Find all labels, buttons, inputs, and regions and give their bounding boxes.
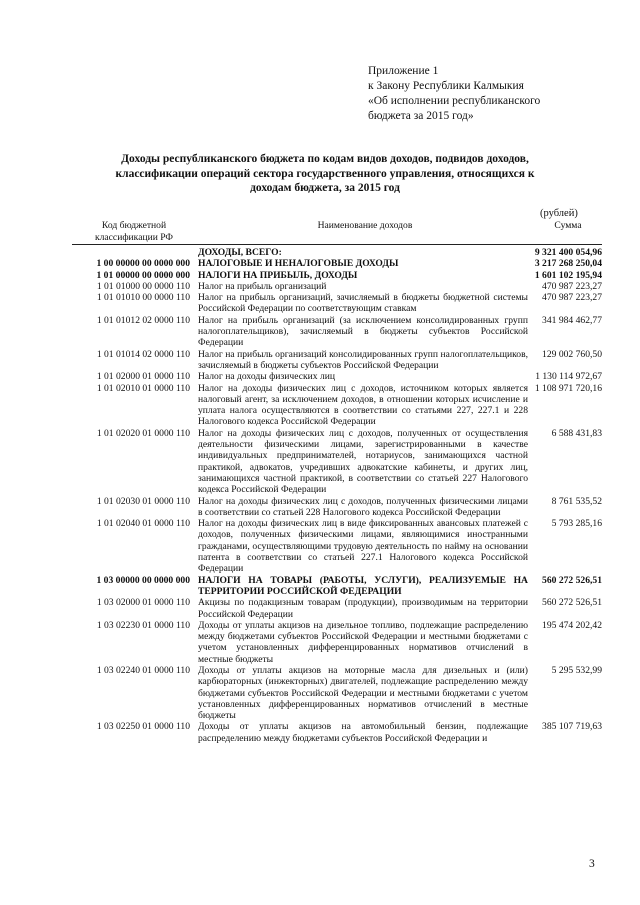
appendix-line: к Закону Республики Калмыкия: [368, 80, 524, 92]
row-name: Налог на доходы физических лиц с доходов, источником которых является налоговый агент, за исключением доходов, в отношении которых исчисление и уплата налога осуществляются в соответствии со статьями 227, 227.1 и 228 Налогового кодекса Российской Федерации: [198, 382, 528, 428]
row-sum: 8 761 535,52: [551, 495, 602, 507]
table-row: [72, 721, 602, 744]
table-row: [72, 428, 602, 496]
row-sum: 470 987 223,27: [542, 280, 602, 292]
table-row: [72, 597, 602, 620]
row-name: Доходы от уплаты акцизов на дизельное топливо, подлежащие распределению между бюджетами субъектов Российской Федерации и местными бюджетами с учетом установленных дифференцированных нормативов отчислений в местные бюджеты: [198, 619, 528, 665]
row-code: [72, 245, 196, 259]
row-name: НАЛОГИ НА ПРИБЫЛЬ, ДОХОДЫ: [198, 269, 358, 281]
page-number: 3: [589, 858, 595, 870]
table-row: [72, 292, 602, 315]
appendix-note: [368, 64, 618, 124]
row-name: НАЛОГИ НА ТОВАРЫ (РАБОТЫ, УСЛУГИ), РЕАЛИЗУЕМЫЕ НА ТЕРРИТОРИИ РОССИЙСКОЙ ФЕДЕРАЦИИ: [198, 574, 528, 597]
row-name: Доходы от уплаты акцизов на автомобильный бензин, подлежащие распределению между бюджетами субъектов Российской Федерации и: [198, 721, 528, 744]
row-code: 1 00 00000 00 0000 000: [96, 258, 190, 270]
table-row: [72, 383, 602, 428]
row-name: Налог на прибыль организаций консолидированных групп налогоплательщиков, зачисляемый в бюджеты субъектов Российской Федерации: [198, 348, 528, 371]
table-row: [72, 245, 602, 259]
row-sum: 341 984 462,77: [542, 314, 602, 326]
row-sum: 560 272 526,51: [542, 597, 602, 609]
row-name: Акцизы по подакцизным товарам (продукции), производимым на территории Российской Федерации: [198, 597, 528, 620]
row-code: 1 01 01012 02 0000 110: [96, 314, 190, 326]
row-sum: 5 793 285,16: [551, 518, 602, 530]
title-line: классификации операций сектора государственного управления, относящихся к: [115, 167, 535, 180]
row-name: Налог на доходы физических лиц с доходов, полученных физическими лицами в соответствии со статьей 228 Налогового кодекса Российской Федерации: [198, 495, 528, 518]
row-code: 1 01 01014 02 0000 110: [96, 348, 190, 360]
row-code: 1 01 02010 01 0000 110: [96, 382, 190, 394]
row-name: Налог на прибыль организаций (за исключением консолидированных групп налогоплательщиков), зачисляемый в бюджеты субъектов Российской Федерации: [198, 314, 528, 349]
table-row: [72, 575, 602, 598]
row-sum: 1 108 971 720,16: [534, 382, 602, 394]
row-code: 1 01 02030 01 0000 110: [96, 495, 190, 507]
row-sum: 1 601 102 195,94: [534, 269, 602, 281]
appendix-line: «Об исполнении республиканского: [368, 95, 541, 107]
row-name: Доходы от уплаты акцизов на моторные масла для дизельных и (или) карбюраторных (инжекторных) двигателей, подлежащие распределению между бюджетами субъектов Российской Федерации и местными бюджетами с учетом установленных дифференцированных нормативов отчислений в местные бюджеты: [198, 664, 528, 722]
row-sum: 5 295 532,99: [551, 664, 602, 676]
row-code: 1 03 02250 01 0000 110: [96, 721, 190, 733]
row-code: 1 03 02230 01 0000 110: [96, 619, 190, 631]
row-name: Налог на доходы физических лиц с доходов, полученных от осуществления деятельности физическими лицами, зарегистрированными в качестве индивидуальных предпринимателей, нотариусов, занимающихся частной практикой, адвокатов, учредивших адвокатские кабинеты, и других лиц, занимающихся частной практикой, в соответствии со статьей 227 Налогового кодекса Российской Федерации: [198, 427, 528, 496]
row-code: 1 01 01000 00 0000 110: [96, 280, 190, 292]
row-sum: 3 217 268 250,04: [534, 258, 602, 270]
table-header-row: [72, 220, 602, 245]
header-code: Код бюджетной классификации РФ: [72, 220, 196, 245]
row-name: Налог на доходы физических лиц: [198, 371, 335, 383]
row-code: 1 01 02040 01 0000 110: [96, 518, 190, 530]
row-sum: 6 588 431,83: [551, 427, 602, 439]
row-sum: 1 130 114 972,67: [535, 371, 602, 383]
row-code: 1 01 02000 01 0000 110: [96, 371, 190, 383]
row-name: Налог на доходы физических лиц в виде фиксированных авансовых платежей с доходов, полученных физическими лицами, являющимися иностранными гражданами, осуществляющими трудовую деятельность по найму на основании патента в соответствии со статьей 227.1 Налогового кодекса Российской Федерации: [198, 518, 528, 575]
appendix-line: Приложение 1: [368, 65, 439, 77]
header-name: Наименование доходов: [196, 220, 534, 245]
row-code: 1 03 02240 01 0000 110: [96, 664, 190, 676]
row-code: 1 03 00000 00 0000 000: [96, 574, 190, 586]
table-row: [72, 665, 602, 721]
header-sum: Сумма: [534, 220, 602, 245]
row-name: Налог на прибыль организаций, зачисляемый в бюджеты бюджетной системы Российской Федерации по соответствующим ставкам: [198, 292, 528, 315]
appendix-line: бюджета за 2015 год»: [368, 110, 474, 122]
row-code: 1 01 01010 00 0000 110: [96, 292, 190, 304]
row-sum: 385 107 719,63: [542, 721, 602, 733]
document-title: [100, 152, 550, 196]
units-label: (рублей): [540, 208, 578, 219]
income-table: [72, 220, 602, 744]
row-code: 1 01 02020 01 0000 110: [96, 427, 190, 439]
title-line: доходам бюджета, за 2015 год: [250, 182, 400, 195]
table-row: [72, 270, 602, 281]
title-line: Доходы республиканского бюджета по кодам видов доходов, подвидов доходов,: [121, 153, 529, 165]
table-row: [72, 496, 602, 519]
table-row: [72, 371, 602, 382]
table-row: [72, 281, 602, 292]
row-sum: 195 474 202,42: [542, 619, 602, 631]
row-code: 1 03 02000 01 0000 110: [96, 597, 190, 609]
row-sum: 9 321 400 054,96: [534, 247, 602, 258]
table-row: [72, 258, 602, 269]
table-row: [72, 620, 602, 665]
table-row: [72, 349, 602, 372]
table-row: [72, 518, 602, 574]
row-name: Налог на прибыль организаций: [198, 280, 327, 292]
table-row: [72, 315, 602, 349]
row-sum: 129 002 760,50: [542, 348, 602, 360]
row-sum: 560 272 526,51: [542, 574, 602, 586]
row-name: ДОХОДЫ, ВСЕГО:: [198, 247, 282, 258]
row-sum: 470 987 223,27: [542, 292, 602, 304]
row-code: 1 01 00000 00 0000 000: [96, 269, 190, 281]
row-name: НАЛОГОВЫЕ И НЕНАЛОГОВЫЕ ДОХОДЫ: [198, 258, 399, 270]
